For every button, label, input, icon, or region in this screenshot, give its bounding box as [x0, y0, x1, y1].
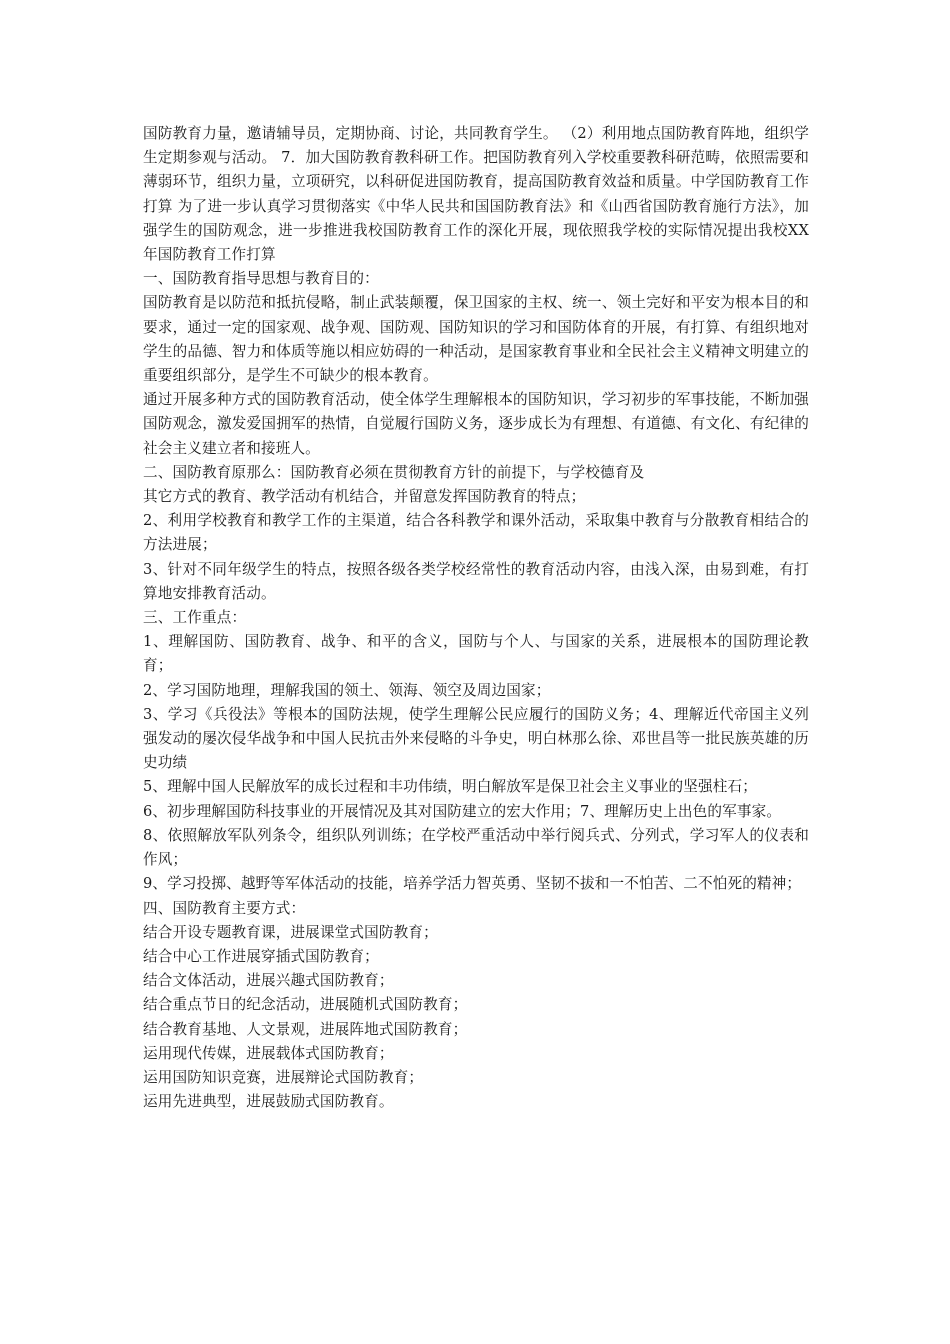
- list-item: 结合中心工作进展穿插式国防教育；: [143, 947, 379, 965]
- list-item: 9、学习投掷、越野等军体活动的技能，培养学活力智英勇、坚韧不拔和一不怕苦、二不怕死的精神；: [143, 875, 802, 893]
- list-item: 5、理解中国人民解放军的成长过程和丰功伟绩，明白解放军是保卫社会主义事业的坚强柱石；: [143, 778, 757, 796]
- list-item: 结合开设专题教育课，进展课堂式国防教育；: [143, 923, 438, 941]
- body-paragraph: 国防教育是以防范和抵抗侵略，制止武装颠覆，保卫国家的主权、统一、领土完好和平安为根本目的和要求，通过一定的国家观、战争观、国防观、国防知识的学习和国防体育的开展，有打算、有组织地对学生的品德、智力和体质等施以相应妨碍的一种活动，是国家教育事业和全民社会主义精神文明建立的重要组织部分，是学生不可缺少的根本教育。: [143, 294, 809, 385]
- list-item: 3、学习《兵役法》等根本的国防法规，使学生理解公民应履行的国防义务；4、理解近代帝国主义列强发动的屡次侵华战争和中国人民抗击外来侵略的斗争史，明白林那么徐、邓世昌等一批民族英雄的历史功绩: [143, 705, 809, 772]
- document-body: [143, 122, 809, 1114]
- list-item: 结合文体活动，进展兴趣式国防教育；: [143, 972, 394, 990]
- list-item: 3、针对不同年级学生的特点，按照各级各类学校经常性的教育活动内容，由浅入深，由易到难，有打算地安排教育活动。: [143, 560, 809, 602]
- list-item: 运用国防知识竞赛，进展辩论式国防教育；: [143, 1068, 424, 1086]
- list-item: 结合重点节日的纪念活动，进展随机式国防教育；: [143, 996, 468, 1014]
- section-heading-3: 三、工作重点：: [143, 609, 247, 627]
- list-item: 2、学习国防地理，理解我国的领土、领海、领空及周边国家；: [143, 681, 551, 699]
- section-heading-4: 四、国防教育主要方式：: [143, 899, 306, 917]
- section-heading-1: 一、国防教育指导思想与教育目的：: [143, 270, 379, 288]
- body-paragraph: 国防教育力量，邀请辅导员，定期协商、讨论，共同教育学生。 （2）利用地点国防教育阵地，组织学生定期参观与活动。 7．加大国防教育教科研工作。把国防教育列入学校重要教科研范畴，依照需要和薄弱环节，组织力量，立项研究，以科研促进国防教育，提高国防教育效益和质量。中学国防教育工作打算 为了进一步认真学习贯彻落实《中华人民共和国国防教育法》和《山西省国防教育施行方法》，加强学生的国防观念，进一步推进我校国防教育工作的深化开展，现依照我学校的实际情况提出我校XX年国防教育工作打算: [143, 125, 809, 264]
- list-item: 结合教育基地、人文景观，进展阵地式国防教育；: [143, 1020, 468, 1038]
- list-item: 1、理解国防、国防教育、战争、和平的含义，国防与个人、与国家的关系，进展根本的国防理论教育；: [143, 633, 809, 675]
- list-item: 运用现代传媒，进展载体式国防教育；: [143, 1044, 394, 1062]
- list-item: 6、初步理解国防科技事业的开展情况及其对国防建立的宏大作用；7、理解历史上出色的军事家。: [143, 802, 782, 820]
- list-item: 8、依照解放军队列条令，组织队列训练；在学校严重活动中举行阅兵式、分列式，学习军人的仪表和作风；: [143, 826, 809, 869]
- body-paragraph: 其它方式的教育、教学活动有机结合，并留意发挥国防教育的特点；: [143, 488, 586, 506]
- list-item: 运用先进典型，进展鼓励式国防教育。: [143, 1093, 394, 1111]
- section-heading-2: 二、国防教育原那么：国防教育必须在贯彻教育方针的前提下，与学校德育及: [143, 463, 645, 481]
- list-item: 2、利用学校教育和教学工作的主渠道，结合各科教学和课外活动，采取集中教育与分散教育相结合的方法进展；: [143, 512, 809, 554]
- body-paragraph: 通过开展多种方式的国防教育活动，使全体学生理解根本的国防知识，学习初步的军事技能，不断加强国防观念，激发爱国拥军的热情，自觉履行国防义务，逐步成长为有理想、有道德、有文化、有纪律的社会主义建立者和接班人。: [143, 391, 809, 457]
